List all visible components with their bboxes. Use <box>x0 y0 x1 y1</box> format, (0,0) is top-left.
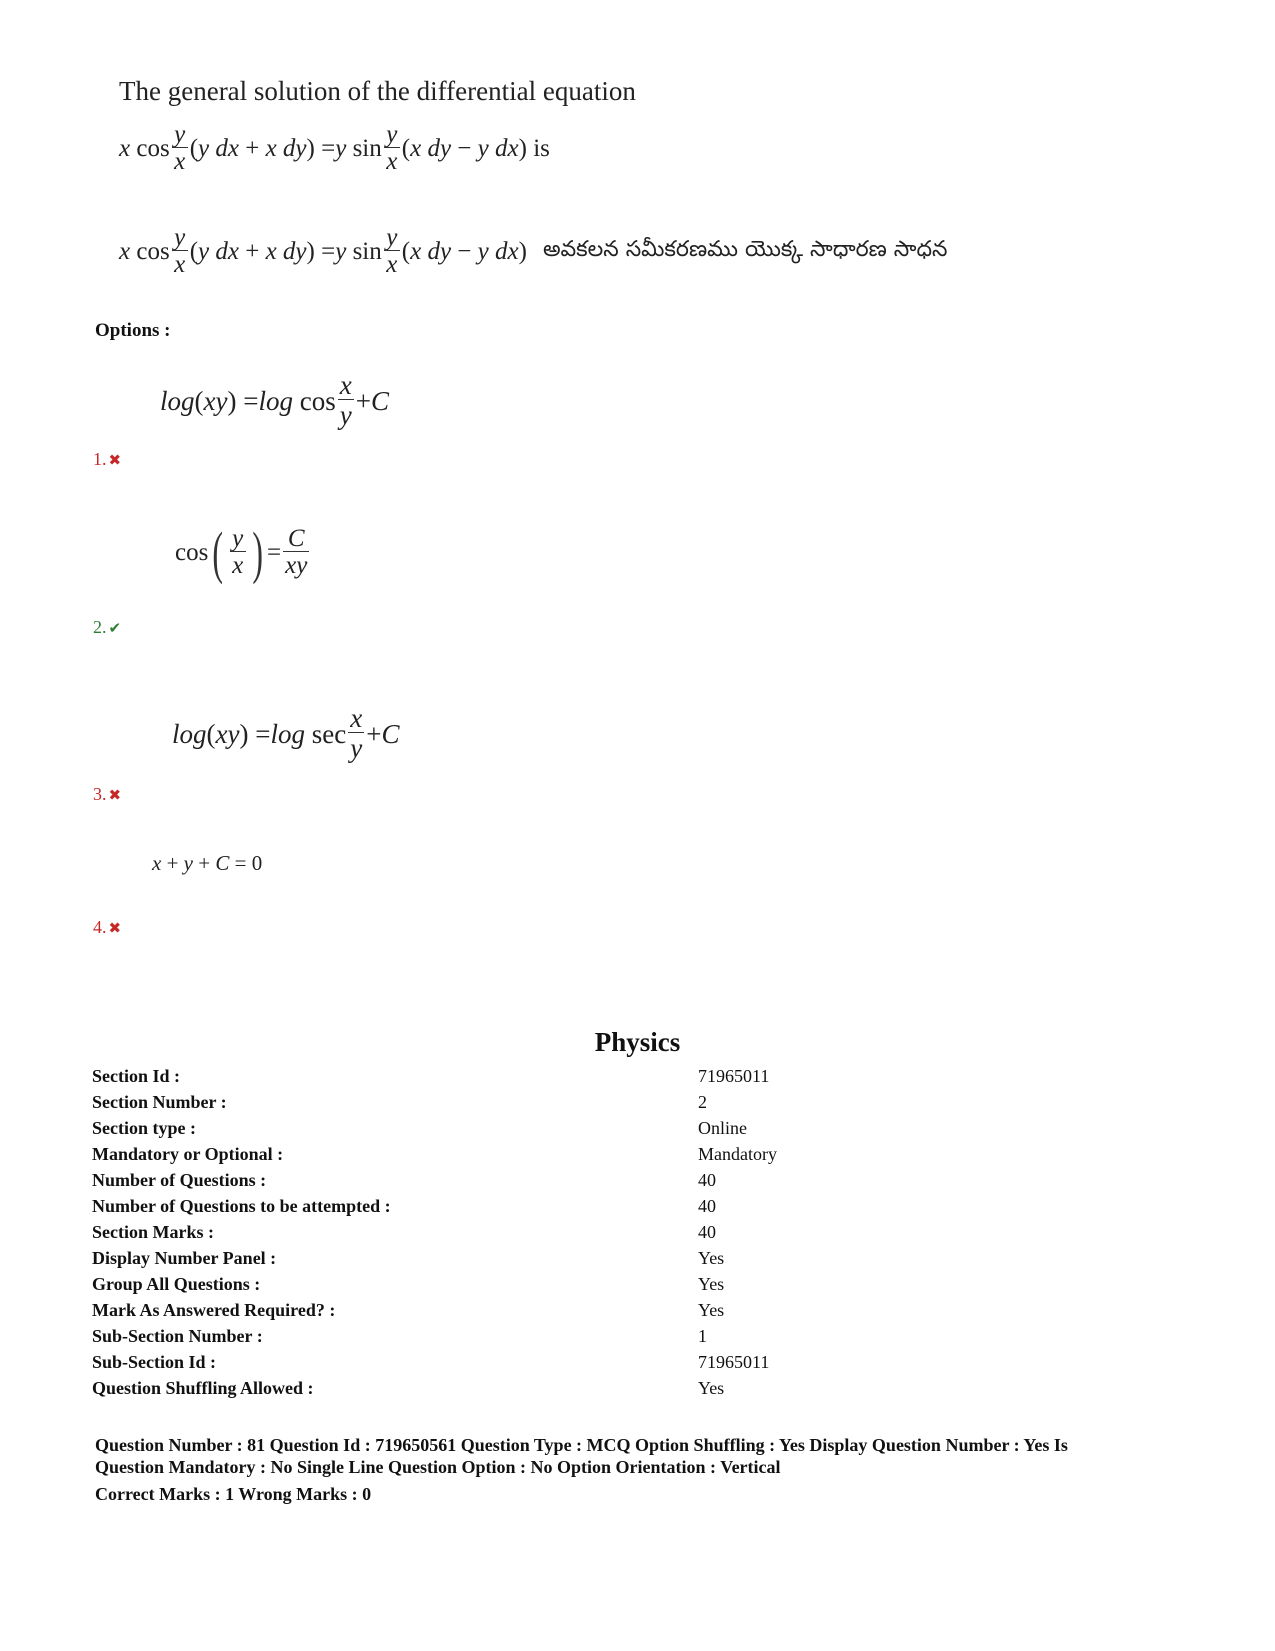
section-title: Physics <box>594 1027 681 1057</box>
section-row-value: 1 <box>698 1326 707 1346</box>
section-row-label: Number of Questions to be attempted : <box>92 1196 391 1216</box>
option-2-number: 2. <box>93 617 107 637</box>
option-4-formula: x + y + C = 0 <box>152 851 263 875</box>
section-row-value: 71965011 <box>698 1066 770 1086</box>
section-row-label: Sub-Section Number : <box>92 1326 263 1346</box>
option-3-number: 3. <box>93 784 107 804</box>
option-2-formula: cos ( $\frac{y}{x}$ ) = $\frac{C}{xy}$ <box>175 520 308 585</box>
option-3-formula: log ( xy ) = log sec $\frac{x}{y}$ + C <box>172 703 400 763</box>
wrong-mark-icon: ✖ <box>108 921 122 937</box>
question-meta-line2: Question Mandatory : No Single Line Question Option : No Option Orientation : Vertical <box>95 1457 781 1477</box>
question-telugu-text: అవకలన సమీకరణము యొక్క సాధారణ సాధన <box>542 237 948 263</box>
option-1-number: 1. <box>93 449 107 469</box>
section-row-value: Yes <box>698 1300 725 1320</box>
section-row-label: Number of Questions : <box>92 1170 267 1190</box>
section-row-value: Yes <box>698 1248 725 1268</box>
question-intro: The general solution of the differential equation <box>119 76 636 106</box>
option-1-formula: log ( xy ) = log cos $\frac{x}{y}$ + C <box>160 370 389 430</box>
section-row-label: Sub-Section Id : <box>92 1352 217 1372</box>
option-3-label <box>93 784 121 805</box>
question-suffix: is <box>533 135 550 163</box>
section-row-label: Section type : <box>92 1118 196 1138</box>
section-row-value: 71965011 <box>698 1352 770 1372</box>
option-4-number: 4. <box>93 917 107 937</box>
section-row-value: 40 <box>698 1170 716 1190</box>
option-2-label <box>93 617 121 638</box>
section-row-label: Group All Questions : <box>92 1274 261 1294</box>
section-row-label: Question Shuffling Allowed : <box>92 1378 314 1398</box>
question-meta-line1: Question Number : 81 Question Id : 719650561 Question Type : MCQ Option Shuffling : Yes Display Question Number : Yes Is <box>95 1435 1068 1455</box>
options-label: Options : <box>95 320 171 341</box>
section-row-label: Display Number Panel : <box>92 1248 277 1268</box>
section-row-value: Yes <box>698 1378 725 1398</box>
section-row-label: Mark As Answered Required? : <box>92 1300 336 1320</box>
section-row-label: Section Id : <box>92 1066 181 1086</box>
option-1-label <box>93 449 121 470</box>
section-row-label: Section Number : <box>92 1092 227 1112</box>
question-equation: x cos $\frac{y}{x}$ ( y dx + x dy ) = y sin $\frac{y}{x}$ ( x dy − y dx ) is <box>119 121 550 175</box>
section-row-value: 40 <box>698 1196 716 1216</box>
check-mark-icon: ✔ <box>108 621 122 637</box>
section-row-value: 40 <box>698 1222 716 1242</box>
question-marks: Correct Marks : 1 Wrong Marks : 0 <box>95 1484 372 1504</box>
option-4-label <box>93 917 121 938</box>
section-row-value: Mandatory <box>698 1144 777 1164</box>
wrong-mark-icon: ✖ <box>108 788 122 804</box>
section-row-label: Section Marks : <box>92 1222 214 1242</box>
wrong-mark-icon: ✖ <box>108 453 122 469</box>
section-row-value: Online <box>698 1118 747 1138</box>
section-row-label: Mandatory or Optional : <box>92 1144 284 1164</box>
section-row-value: Yes <box>698 1274 725 1294</box>
question-equation-telugu: x cos $\frac{y}{x}$ ( y dx + x dy ) = y sin $\frac{y}{x}$ ( x dy − y dx ) అవకలన సమీకరణము యొక్క సాధారణ సాధన <box>119 224 948 278</box>
section-row-value: 2 <box>698 1092 707 1112</box>
